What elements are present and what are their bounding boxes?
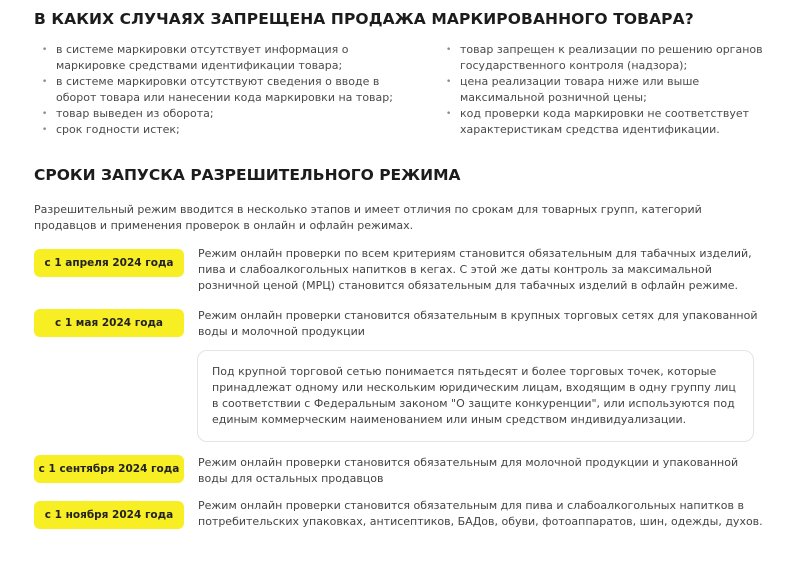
list-item: • цена реализации товара ниже или выше максимальной розничной цены; bbox=[444, 74, 784, 106]
section-title-permit-mode-dates: СРОКИ ЗАПУСКА РАЗРЕШИТЕЛЬНОГО РЕЖИМА bbox=[34, 166, 461, 184]
large-retail-chain-note: Под крупной торговой сетью понимается пятьдесят и более торговых точек, которые принадлежат одному или нескольким юридическим лицам, входящим в одну группу лиц в соответствии с Федеральным законом "О защите конкуренции", или используются под единым коммерческим наименованием или иным средством индивидуализации. bbox=[197, 350, 754, 442]
prohibited-cases-list-right bbox=[444, 42, 784, 138]
list-item: • товар выведен из оборота; bbox=[40, 106, 420, 122]
date-badge: с 1 мая 2024 года bbox=[34, 309, 184, 337]
list-item: • товар запрещен к реализации по решению органов государственного контроля (надзора); bbox=[444, 42, 784, 74]
date-badge: с 1 апреля 2024 года bbox=[34, 249, 184, 277]
intro-paragraph: Разрешительный режим вводится в несколько этапов и имеет отличия по срокам для товарных групп, категорий продавцов и применения проверок в онлайн и офлайн режимах. bbox=[34, 203, 702, 232]
date-badge: с 1 сентября 2024 года bbox=[34, 455, 184, 483]
date-badge: с 1 ноября 2024 года bbox=[34, 501, 184, 529]
list-item: • в системе маркировки отсутствует информация о маркировке средствами идентификации товара; bbox=[40, 42, 420, 74]
stage-description: Режим онлайн проверки становится обязательным для пива и слабоалкогольных напитков в потребительских упаковках, антисептиков, БАДов, обуви, фотоаппаратов, шин, одежды, духов. bbox=[198, 499, 763, 528]
stage-description: Режим онлайн проверки по всем критериям становится обязательным для табачных изделий, пива и слабоалкогольных напитков в кегах. С этой же даты контроль за максимальной розничной ценой (МРЦ) становится обязательным для табачных изделий в офлайн режиме. bbox=[198, 247, 752, 292]
list-item: • в системе маркировки отсутствуют сведения о вводе в оборот товара или нанесении кода маркировки на товар; bbox=[40, 74, 420, 106]
section-title-prohibited-sales: В КАКИХ СЛУЧАЯХ ЗАПРЕЩЕНА ПРОДАЖА МАРКИРОВАННОГО ТОВАРА? bbox=[34, 10, 694, 28]
list-item: • срок годности истек; bbox=[40, 122, 420, 138]
list-item: • код проверки кода маркировки не соответствует характеристикам средства идентификации. bbox=[444, 106, 784, 138]
stage-description: Режим онлайн проверки становится обязательным в крупных торговых сетях для упакованной воды и молочной продукции bbox=[198, 309, 758, 338]
stage-description: Режим онлайн проверки становится обязательным для молочной продукции и упакованной воды для остальных продавцов bbox=[198, 456, 739, 485]
prohibited-cases-list-left bbox=[40, 42, 420, 138]
